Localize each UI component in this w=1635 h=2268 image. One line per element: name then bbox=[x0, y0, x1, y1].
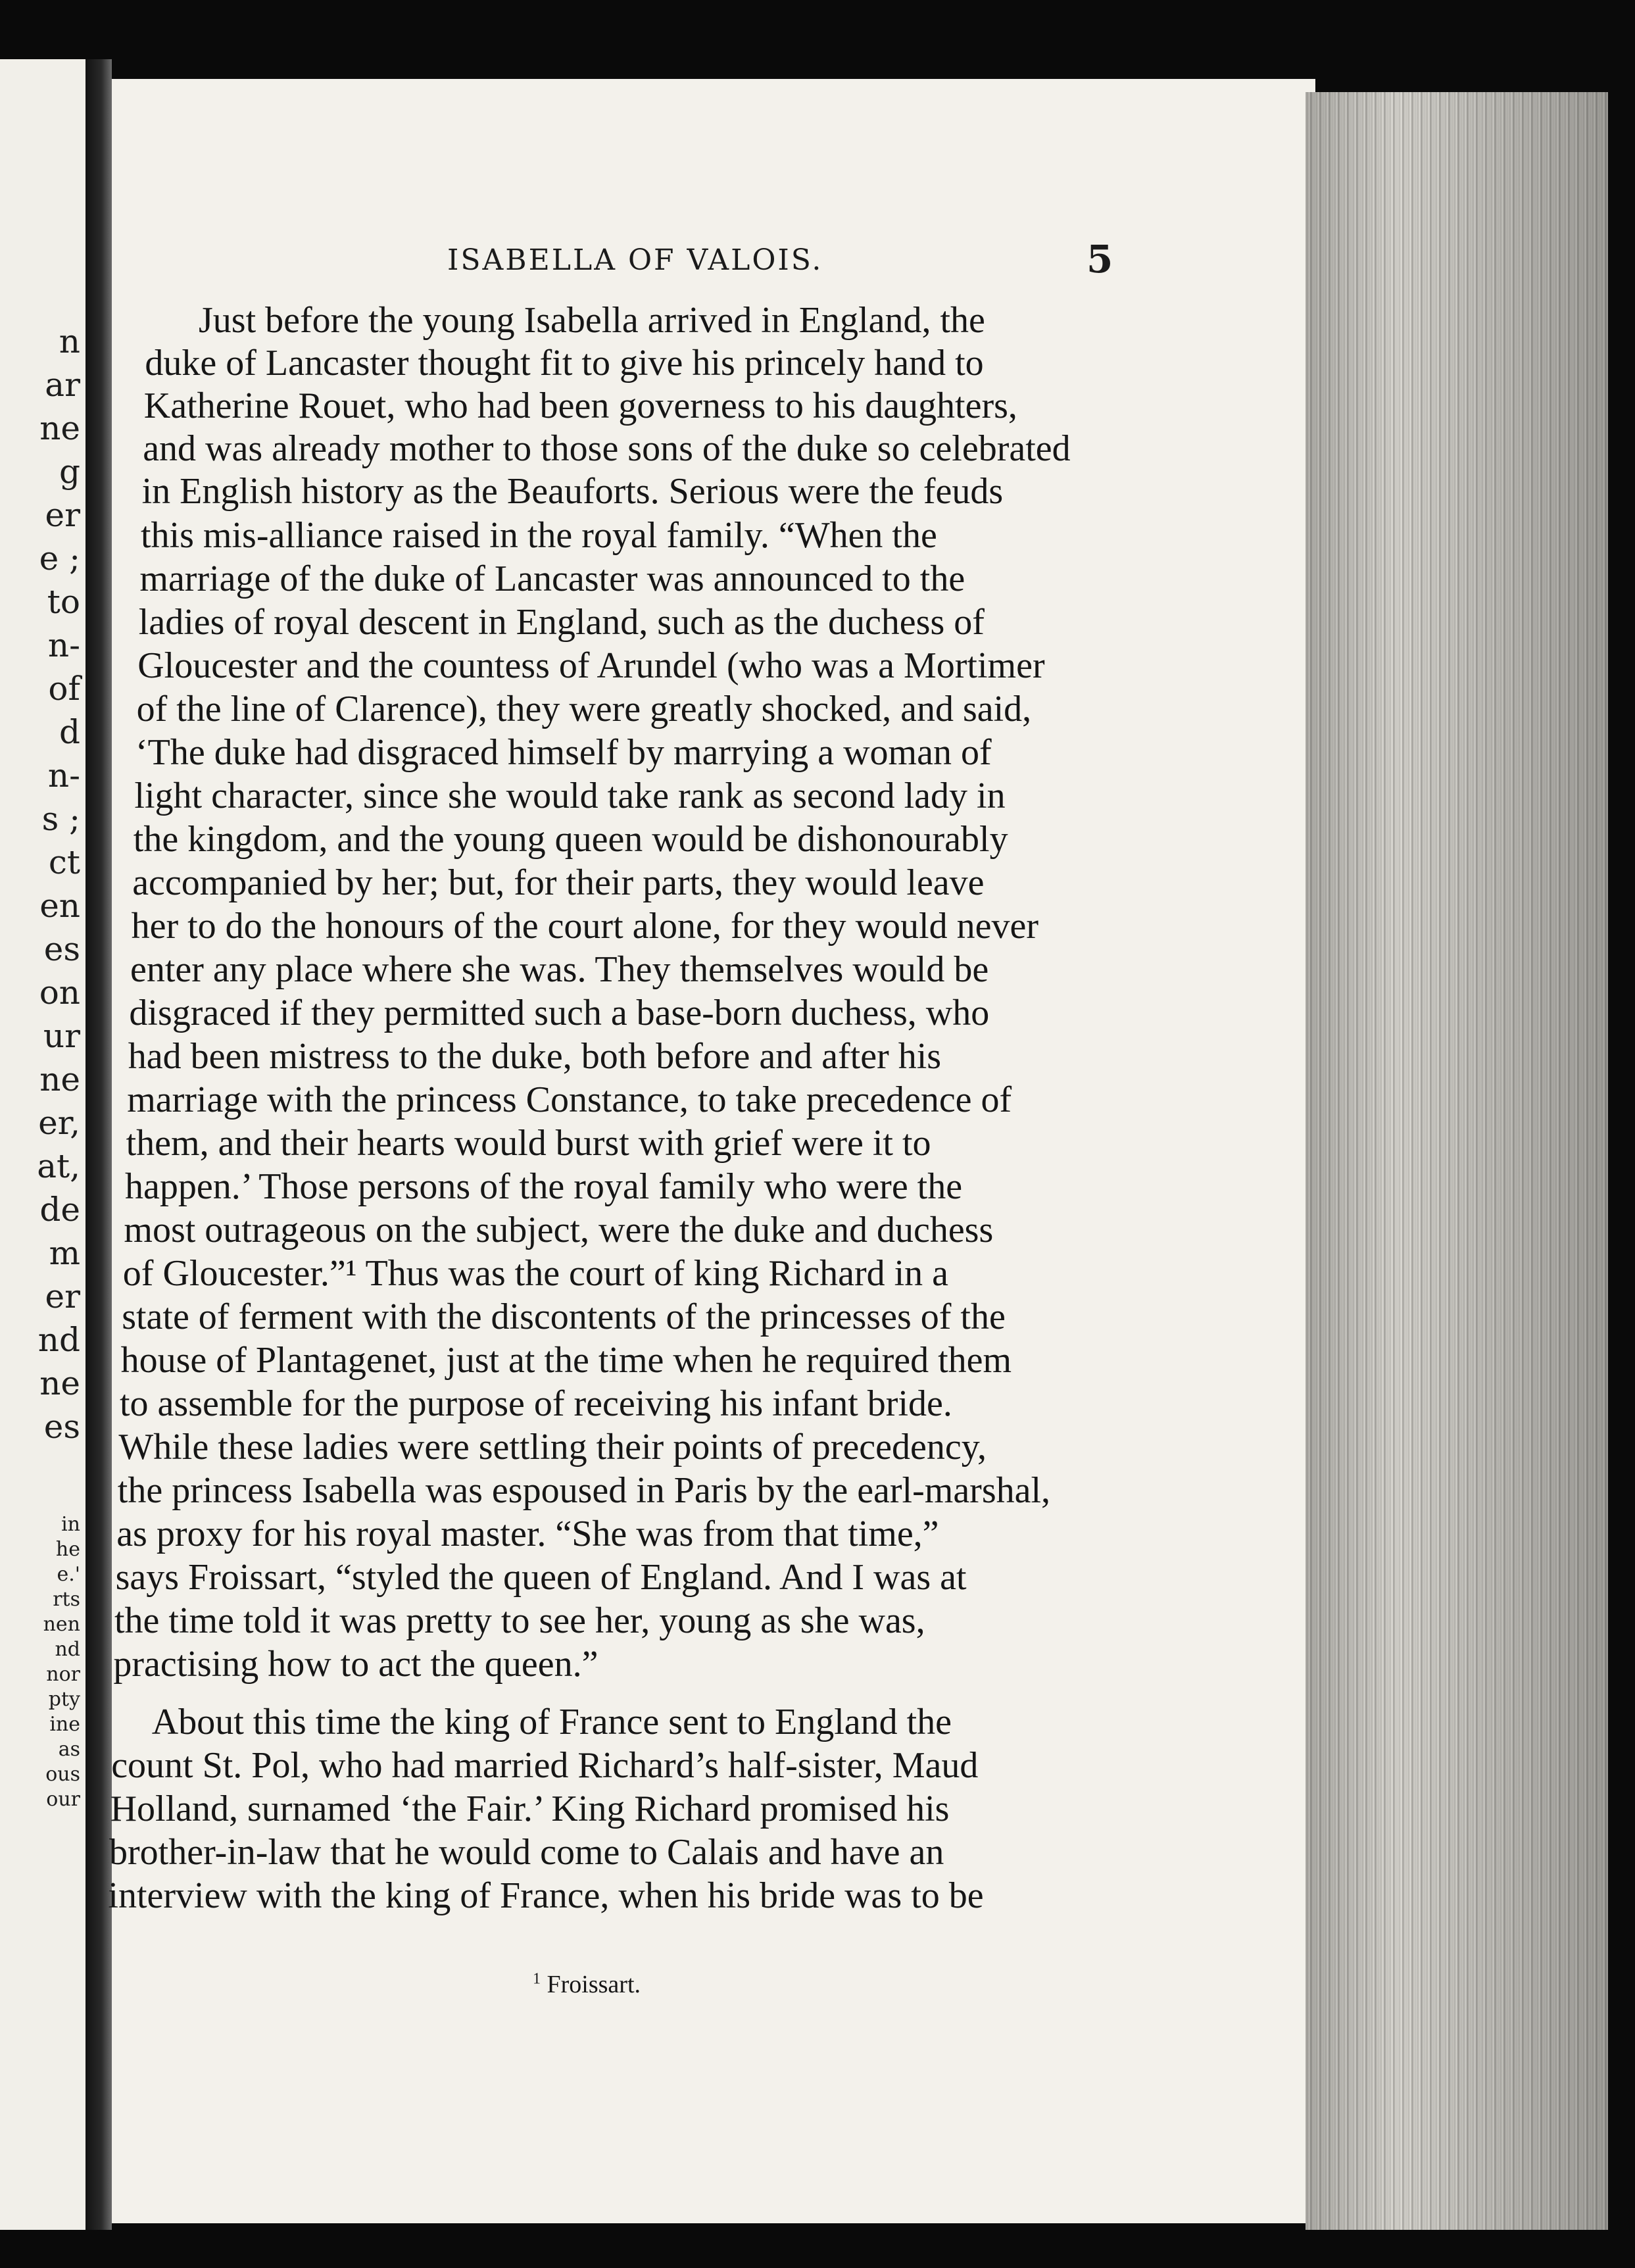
previous-page-line-fragment: ne bbox=[39, 1060, 80, 1098]
previous-page-line-fragment: nd bbox=[37, 1321, 80, 1359]
previous-page-line-fragment: n- bbox=[47, 626, 80, 664]
page-edges bbox=[1306, 92, 1608, 2230]
text-line: as proxy for his royal master. “She was from that time,” bbox=[116, 1514, 939, 1554]
text-line: Holland, surnamed ‘the Fair.’ King Richard promised his bbox=[110, 1788, 950, 1829]
previous-page-line-fragment: on bbox=[39, 974, 80, 1012]
text-line: practising how to act the queen.” bbox=[113, 1644, 598, 1685]
previous-page-line-fragment: pty bbox=[48, 1688, 80, 1711]
page-number: 5 bbox=[1086, 237, 1113, 282]
previous-page-line-fragment: m bbox=[49, 1234, 80, 1272]
previous-page-line-fragment: e ; bbox=[39, 539, 80, 578]
text-line: state of ferment with the discontents of the princesses of the bbox=[122, 1296, 1006, 1337]
text-line: brother-in-law that he would come to Calais and have an bbox=[109, 1832, 944, 1873]
text-line: her to do the honours of the court alone, for they would never bbox=[131, 906, 1038, 947]
text-line: ‘The duke had disgraced himself by marrying a woman of bbox=[135, 732, 992, 773]
text-line: Just before the young Isabella arrived in England, the bbox=[199, 300, 985, 341]
text-line: marriage with the princess Constance, to take precedence of bbox=[127, 1079, 1012, 1120]
text-line: and was already mother to those sons of the duke so celebrated bbox=[143, 428, 1071, 469]
text-line: While these ladies were settling their points of precedency, bbox=[118, 1427, 987, 1467]
previous-page-line-fragment: ne bbox=[39, 409, 80, 447]
previous-page-line-fragment: s ; bbox=[41, 800, 80, 838]
text-line: count St. Pol, who had married Richard’s half-sister, Maud bbox=[111, 1745, 979, 1786]
text-line: disgraced if they permitted such a base-born duchess, who bbox=[129, 993, 990, 1033]
text-line: had been mistress to the duke, both before and after his bbox=[128, 1036, 942, 1077]
text-line: the princess Isabella was espoused in Paris by the earl-marshal, bbox=[117, 1470, 1051, 1511]
footnote-marker: 1 bbox=[533, 1970, 541, 1988]
previous-page-line-fragment: nd bbox=[55, 1638, 80, 1661]
previous-page-line-fragment: to bbox=[47, 583, 80, 621]
previous-page-line-fragment: n- bbox=[47, 756, 80, 795]
text-line: the time told it was pretty to see her, young as she was, bbox=[114, 1600, 925, 1641]
previous-page-line-fragment: en bbox=[39, 887, 80, 925]
text-line: enter any place where she was. They themselves would be bbox=[130, 949, 989, 990]
text-line: house of Plantagenet, just at the time when he required them bbox=[120, 1340, 1012, 1381]
previous-page-line-fragment: er bbox=[45, 496, 80, 534]
previous-page-line-fragment: nen bbox=[43, 1613, 80, 1636]
previous-page-line-fragment: es bbox=[43, 1408, 80, 1446]
previous-page-line-fragment: as bbox=[58, 1738, 80, 1761]
footnote-text: Froissart. bbox=[547, 1971, 641, 1998]
previous-page-line-fragment: ne bbox=[39, 1364, 80, 1402]
text-line: duke of Lancaster thought fit to give his princely hand to bbox=[145, 343, 984, 383]
previous-page-line-fragment: n bbox=[59, 322, 80, 360]
previous-page-line-fragment: of bbox=[48, 670, 80, 708]
text-line: the kingdom, and the young queen would be dishonourably bbox=[133, 819, 1008, 860]
text-line: of the line of Clarence), they were greatly shocked, and said, bbox=[136, 689, 1032, 729]
previous-page-line-fragment: our bbox=[46, 1788, 80, 1811]
text-line: ladies of royal descent in England, such as the duchess of bbox=[138, 602, 985, 643]
text-line: About this time the king of France sent to England the bbox=[151, 1702, 952, 1742]
text-line: accompanied by her; but, for their parts, they would leave bbox=[132, 862, 985, 903]
text-line: of Gloucester.”¹ Thus was the court of king Richard in a bbox=[122, 1253, 949, 1294]
previous-page-line-fragment: ar bbox=[45, 366, 80, 404]
running-head: ISABELLA OF VALOIS. bbox=[447, 243, 823, 277]
text-line: light character, since she would take rank as second lady in bbox=[134, 776, 1006, 816]
text-line: this mis-alliance raised in the royal family. “When the bbox=[141, 515, 937, 556]
text-line: says Froissart, “styled the queen of England. And I was at bbox=[115, 1557, 967, 1598]
text-line: them, and their hearts would burst with grief were it to bbox=[126, 1123, 931, 1164]
previous-page-line-fragment: d bbox=[59, 713, 80, 751]
previous-page-line-fragment: rts bbox=[53, 1588, 80, 1611]
text-line: Gloucester and the countess of Arundel (who was a Mortimer bbox=[137, 645, 1045, 686]
previous-page-line-fragment: he bbox=[55, 1538, 80, 1561]
previous-page-line-fragment: er, bbox=[38, 1104, 80, 1142]
previous-page-line-fragment: g bbox=[59, 453, 80, 491]
previous-page-line-fragment: ct bbox=[48, 843, 80, 881]
text-line: in English history as the Beauforts. Serious were the feuds bbox=[141, 471, 1004, 512]
previous-page-line-fragment: at, bbox=[37, 1147, 80, 1185]
previous-page-line-fragment: es bbox=[43, 930, 80, 968]
previous-page-line-fragment: in bbox=[61, 1513, 80, 1536]
previous-page-line-fragment: ur bbox=[43, 1017, 80, 1055]
text-line: Katherine Rouet, who had been governess to his daughters, bbox=[143, 385, 1017, 426]
text-line: marriage of the duke of Lancaster was announced to the bbox=[139, 558, 965, 599]
text-line: to assemble for the purpose of receiving his infant bride. bbox=[120, 1383, 952, 1424]
previous-page-line-fragment: de bbox=[39, 1191, 80, 1229]
text-line: most outrageous on the subject, were the duke and duchess bbox=[124, 1210, 994, 1250]
previous-page-line-fragment: e.' bbox=[57, 1563, 80, 1586]
previous-page-line-fragment: ine bbox=[49, 1713, 80, 1736]
previous-page-line-fragment: er bbox=[45, 1277, 80, 1316]
previous-page-line-fragment: ous bbox=[45, 1763, 80, 1786]
text-line: happen.’ Those persons of the royal family who were the bbox=[125, 1166, 963, 1207]
previous-page-line-fragment: nor bbox=[46, 1663, 80, 1686]
text-line: interview with the king of France, when his bride was to be bbox=[108, 1875, 984, 1916]
footnote bbox=[533, 1970, 641, 1999]
